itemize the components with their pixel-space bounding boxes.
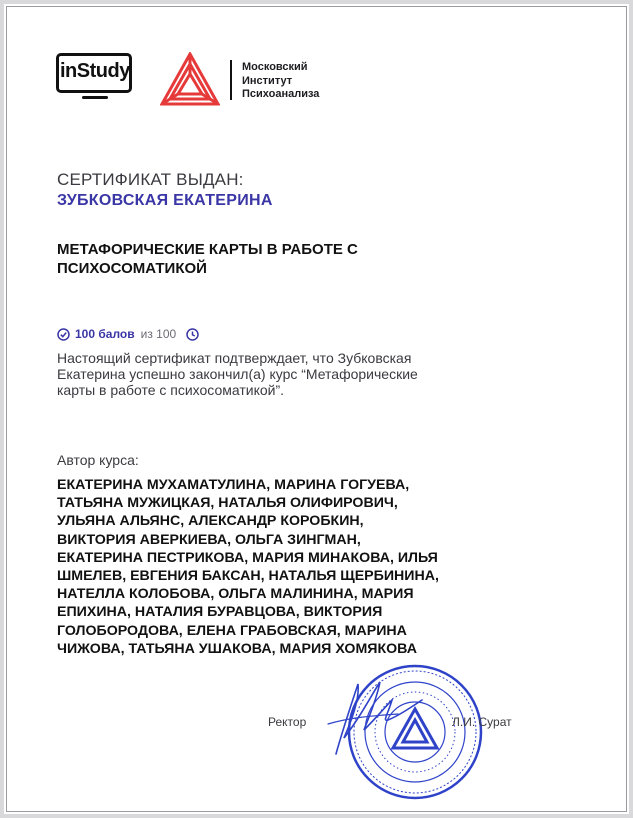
tv-stand bbox=[82, 96, 108, 99]
authors-line: ЧИЖОВА, ТАТЬЯНА УШАКОВА, МАРИЯ ХОМЯКОВА bbox=[57, 640, 417, 657]
authors-line: ЕПИХИНА, НАТАЛИЯ БУРАВЦОВА, ВИКТОРИЯ bbox=[57, 604, 383, 621]
authors-line: УЛЬЯНА АЛЬЯНС, АЛЕКСАНДР КОРОБКИН, bbox=[57, 513, 364, 530]
rector-signature bbox=[318, 672, 428, 762]
institute-name-line: Психоанализа bbox=[242, 88, 320, 100]
confirmation-line: карты в работе с психосоматикой”. bbox=[57, 382, 285, 398]
authors-line: ЕКАТЕРИНА ПЕСТРИКОВА, МАРИЯ МИНАКОВА, ИЛЬЯ bbox=[57, 549, 438, 566]
rector-label: Ректор bbox=[268, 715, 307, 729]
instudy-logo bbox=[56, 53, 134, 105]
course-title-line: ПСИХОСОМАТИКОЙ bbox=[57, 260, 207, 277]
course-title-line: МЕТАФОРИЧЕСКИЕ КАРТЫ В РАБОТЕ С bbox=[57, 241, 358, 258]
confirmation-text bbox=[57, 350, 537, 398]
authors-list bbox=[57, 476, 537, 658]
authors-line: ГОЛОБОРОДОВА, ЕЛЕНА ГРАБОВСКАЯ, МАРИНА bbox=[57, 622, 407, 639]
instudy-logo-text: inStudy bbox=[60, 60, 130, 82]
confirmation-line: Настоящий сертификат подтверждает, что Зубковская bbox=[57, 350, 412, 366]
score-max: из 100 bbox=[140, 327, 177, 341]
institute-name-line: Московский bbox=[242, 61, 308, 73]
authors-line: НАТЕЛЛА КОЛОБОВА, ОЛЬГА МАЛИНИНА, МАРИЯ bbox=[57, 586, 414, 603]
clock-icon bbox=[186, 328, 199, 341]
authors-line: ЕКАТЕРИНА МУХАМАТУЛИНА, МАРИНА ГОГУЕВА, bbox=[57, 477, 410, 493]
confirmation-line: Екатерина успешно закончил(а) курс “Метафорические bbox=[57, 366, 418, 382]
rector-name: Л.И. Сурат bbox=[452, 715, 512, 729]
issued-label: СЕРТИФИКАТ ВЫДАН: bbox=[57, 170, 244, 189]
check-circle-icon bbox=[57, 328, 70, 341]
score-row bbox=[57, 326, 199, 342]
course-title bbox=[57, 240, 457, 278]
authors-line: ТАТЬЯНА МУЖИЦКАЯ, НАТАЛЬЯ ОЛИФИРОВИЧ, bbox=[57, 495, 398, 512]
authors-line: ВИКТОРИЯ АВЕРКИЕВА, ОЛЬГА ЗИНГМАН, bbox=[57, 531, 361, 548]
score-value: 100 балов bbox=[75, 327, 135, 341]
author-label: Автор курса: bbox=[57, 452, 139, 468]
authors-line: ШМЕЛЕВ, ЕВГЕНИЯ БАКСАН, НАТАЛЬЯ ЩЕРБИНИНА, bbox=[57, 568, 439, 585]
recipient-name: ЗУБКОВСКАЯ ЕКАТЕРИНА bbox=[57, 192, 273, 209]
institute-logo-icon bbox=[160, 52, 220, 108]
logo-divider bbox=[230, 60, 232, 100]
institute-name bbox=[242, 61, 319, 102]
institute-name-line: Институт bbox=[242, 74, 293, 87]
